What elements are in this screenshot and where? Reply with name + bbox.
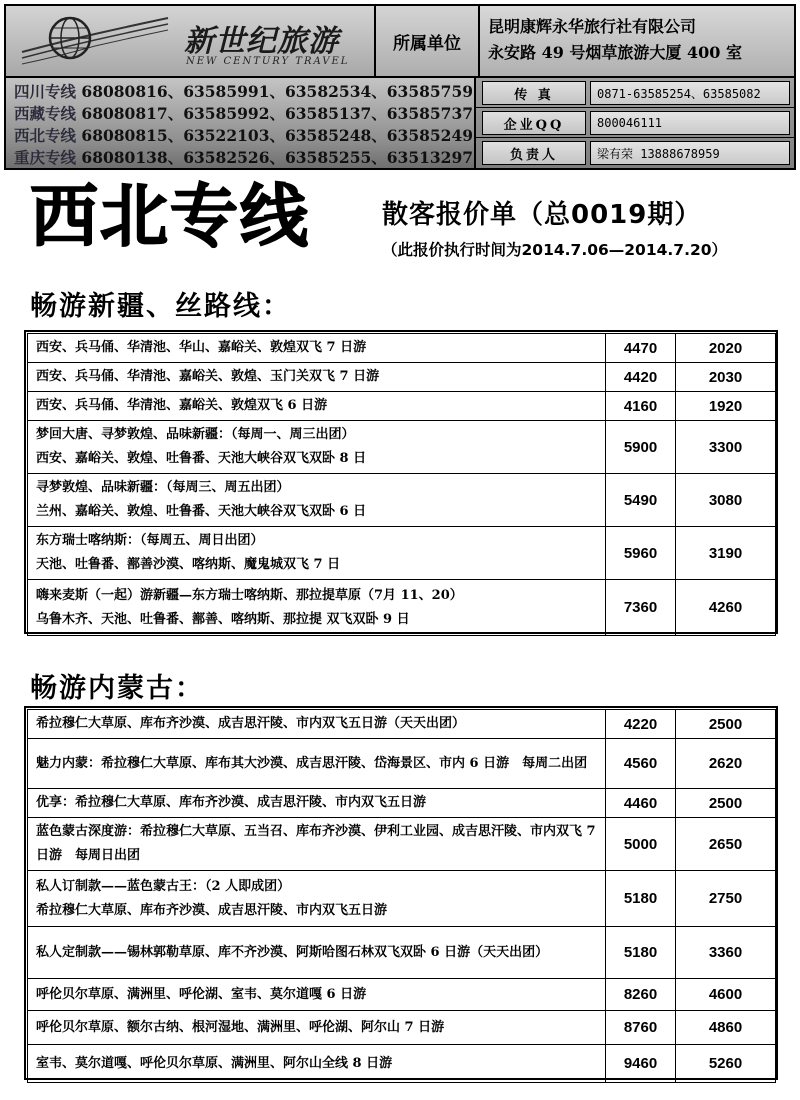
table-row — [28, 421, 776, 474]
price-cell: 4470 — [606, 334, 676, 363]
route-text: 室韦、莫尔道嘎、呼伦贝尔草原、满洲里、阿尔山全线 8 日游 — [36, 1055, 393, 1071]
price-cell: 2650 — [676, 818, 776, 871]
route-cell — [28, 1045, 606, 1083]
table-row — [28, 979, 776, 1011]
route-text: 私人定制款——锡林郭勒草原、库不齐沙漠、阿斯哈图石林双飞双卧 6 日游（天天出团） — [36, 944, 549, 960]
price-cell: 4860 — [676, 1011, 776, 1045]
hotline-row — [14, 81, 474, 103]
table-row — [28, 818, 776, 871]
route-cell — [28, 580, 606, 636]
hotline-name: 西北专线 — [14, 126, 77, 145]
price-cell: 3080 — [676, 474, 776, 527]
logo-name-en: NEW CENTURY TRAVEL — [186, 56, 350, 67]
route-cell — [28, 392, 606, 421]
price-cell: 4460 — [606, 789, 676, 818]
logo-name-cn: 新世纪旅游 — [184, 24, 339, 59]
price-cell: 2020 — [676, 334, 776, 363]
route-cell — [28, 363, 606, 392]
price-cell: 7360 — [606, 580, 676, 636]
price-cell: 5900 — [606, 421, 676, 474]
price-table-xinjiang — [27, 333, 776, 636]
price-cell: 4560 — [606, 739, 676, 789]
price-cell: 4600 — [676, 979, 776, 1011]
contact-table — [476, 78, 794, 168]
route-cell — [28, 818, 606, 871]
route-text: 蓝色蒙古深度游：希拉穆仁大草原、五当召、库布齐沙漠、伊利工业园、成吉思汗陵、市内双飞 7 日游 每周日出团 — [36, 824, 596, 863]
hotline-row — [14, 147, 474, 168]
route-text: 优享：希拉穆仁大草原、库布齐沙漠、成吉思汗陵、市内双飞五日游 — [36, 795, 427, 810]
unit-company: 昆明康辉永华旅行社有限公司 — [488, 17, 697, 36]
price-cell: 4420 — [606, 363, 676, 392]
hotline-phones: 68080816、63585991、63582534、63585759 — [81, 82, 474, 101]
price-cell: 4260 — [676, 580, 776, 636]
contact-label: 企业QQ — [482, 111, 586, 135]
contact-value: 梁有荣 13888678959 — [590, 141, 790, 165]
price-cell: 1920 — [676, 392, 776, 421]
table-row — [28, 1045, 776, 1083]
page-title: 西北专线 — [30, 178, 311, 257]
contact-row-manager — [476, 138, 794, 168]
price-cell: 5180 — [606, 927, 676, 979]
globe-logo-icon — [20, 12, 170, 68]
price-cell: 8260 — [606, 979, 676, 1011]
table-row — [28, 334, 776, 363]
price-cell: 4160 — [606, 392, 676, 421]
contact-label: 传 真 — [482, 81, 586, 105]
table-row — [28, 363, 776, 392]
price-cell: 2500 — [676, 789, 776, 818]
route-text: 西安、嘉峪关、敦煌、吐鲁番、天池大峡谷双飞双卧 8 日 — [36, 451, 367, 466]
table-row — [28, 710, 776, 739]
hotline-name: 四川专线 — [14, 82, 77, 101]
route-text: 西安、兵马俑、华清池、华山、嘉峪关、敦煌双飞 7 日游 — [36, 340, 367, 355]
hotline-list — [6, 78, 476, 168]
contact-value: 800046111 — [590, 111, 790, 135]
hotline-row — [14, 103, 474, 125]
route-text: 梦回大唐、寻梦敦煌、品味新疆：（每周一、周三出团） — [36, 427, 355, 442]
table-row — [28, 927, 776, 979]
header — [4, 4, 796, 170]
route-cell — [28, 334, 606, 363]
price-cell: 2750 — [676, 871, 776, 927]
route-text: 私人订制款——蓝色蒙古王：（2 人即成团） — [36, 878, 291, 894]
price-cell: 5180 — [606, 871, 676, 927]
route-cell — [28, 739, 606, 789]
price-cell: 3190 — [676, 527, 776, 580]
route-cell — [28, 1011, 606, 1045]
hotline-phones: 68080138、63582526、63585255、63513297 — [81, 148, 474, 167]
price-cell: 3360 — [676, 927, 776, 979]
route-cell — [28, 979, 606, 1011]
page-subtitle: 散客报价单（总0019期） — [382, 200, 702, 230]
price-table-inner-mongolia — [27, 709, 776, 1083]
price-cell: 5000 — [606, 818, 676, 871]
unit-address: 永安路 49 号烟草旅游大厦 400 室 — [488, 43, 742, 62]
contact-row-fax — [476, 78, 794, 108]
price-cell: 2620 — [676, 739, 776, 789]
route-cell — [28, 710, 606, 739]
table-row — [28, 527, 776, 580]
hotline-phones: 68080815、63522103、63585248、63585249 — [81, 126, 474, 145]
contact-row-qq — [476, 108, 794, 138]
hotline-row — [14, 125, 474, 147]
route-text: 魅力内蒙：希拉穆仁大草原、库布其大沙漠、成吉思汗陵、岱海景区、市内 6 日游 每周二出团 — [36, 755, 588, 771]
table-row — [28, 580, 776, 636]
table-row — [28, 739, 776, 789]
contact-value: 0871-63585254、63585082 — [590, 81, 790, 105]
route-text: 西安、兵马俑、华清池、嘉峪关、敦煌、玉门关双飞 7 日游 — [36, 369, 380, 384]
logo-box — [6, 6, 376, 78]
route-cell — [28, 927, 606, 979]
route-cell — [28, 789, 606, 818]
route-text: 嗨来麦斯（一起）游新疆—东方瑞士喀纳斯、那拉提草原（7月 11、20） — [36, 587, 463, 603]
route-text: 呼伦贝尔草原、满洲里、呼伦湖、室韦、莫尔道嘎 6 日游 — [36, 986, 367, 1002]
hotline-name: 西藏专线 — [14, 104, 77, 123]
route-text: 兰州、嘉峪关、敦煌、吐鲁番、天池大峡谷双飞双卧 6 日 — [36, 504, 367, 519]
route-text: 东方瑞士喀纳斯：（每周五、周日出团） — [36, 533, 264, 548]
price-cell: 8760 — [606, 1011, 676, 1045]
section-title-inner-mongolia: 畅游内蒙古： — [30, 673, 204, 704]
price-cell: 5960 — [606, 527, 676, 580]
route-cell — [28, 527, 606, 580]
price-cell: 9460 — [606, 1045, 676, 1083]
route-cell — [28, 421, 606, 474]
table-row — [28, 392, 776, 421]
section-title-xinjiang: 畅游新疆、丝路线： — [30, 291, 291, 322]
route-text: 希拉穆仁大草原、库布齐沙漠、成吉思汗陵、市内双飞五日游（天天出团） — [36, 716, 466, 731]
price-cell: 5490 — [606, 474, 676, 527]
route-text: 希拉穆仁大草原、库布齐沙漠、成吉思汗陵、市内双飞五日游 — [36, 902, 388, 918]
unit-value — [480, 6, 794, 78]
route-text: 呼伦贝尔草原、额尔古纳、根河湿地、满洲里、呼伦湖、阿尔山 7 日游 — [36, 1019, 445, 1035]
contact-label: 负责人 — [482, 141, 586, 165]
route-text: 西安、兵马俑、华清池、嘉峪关、敦煌双飞 6 日游 — [36, 398, 328, 413]
route-text: 寻梦敦煌、品味新疆：（每周三、周五出团） — [36, 480, 290, 495]
price-cell: 2500 — [676, 710, 776, 739]
table-row — [28, 871, 776, 927]
price-cell: 2030 — [676, 363, 776, 392]
route-text: 乌鲁木齐、天池、吐鲁番、鄯善、喀纳斯、那拉提 双飞双卧 9 日 — [36, 611, 410, 627]
hotline-phones: 68080817、63585992、63585137、63585737 — [81, 104, 474, 123]
unit-label: 所属单位 — [376, 6, 480, 78]
hotline-name: 重庆专线 — [14, 148, 77, 167]
price-cell: 5260 — [676, 1045, 776, 1083]
route-cell — [28, 474, 606, 527]
table-row — [28, 474, 776, 527]
route-cell — [28, 871, 606, 927]
table-row — [28, 1011, 776, 1045]
validity-period: （此报价执行时间为2014.7.06—2014.7.20） — [382, 241, 728, 259]
price-cell: 3300 — [676, 421, 776, 474]
route-text: 天池、吐鲁番、鄯善沙漠、喀纳斯、魔鬼城双飞 7 日 — [36, 557, 341, 572]
table-row — [28, 789, 776, 818]
price-cell: 4220 — [606, 710, 676, 739]
